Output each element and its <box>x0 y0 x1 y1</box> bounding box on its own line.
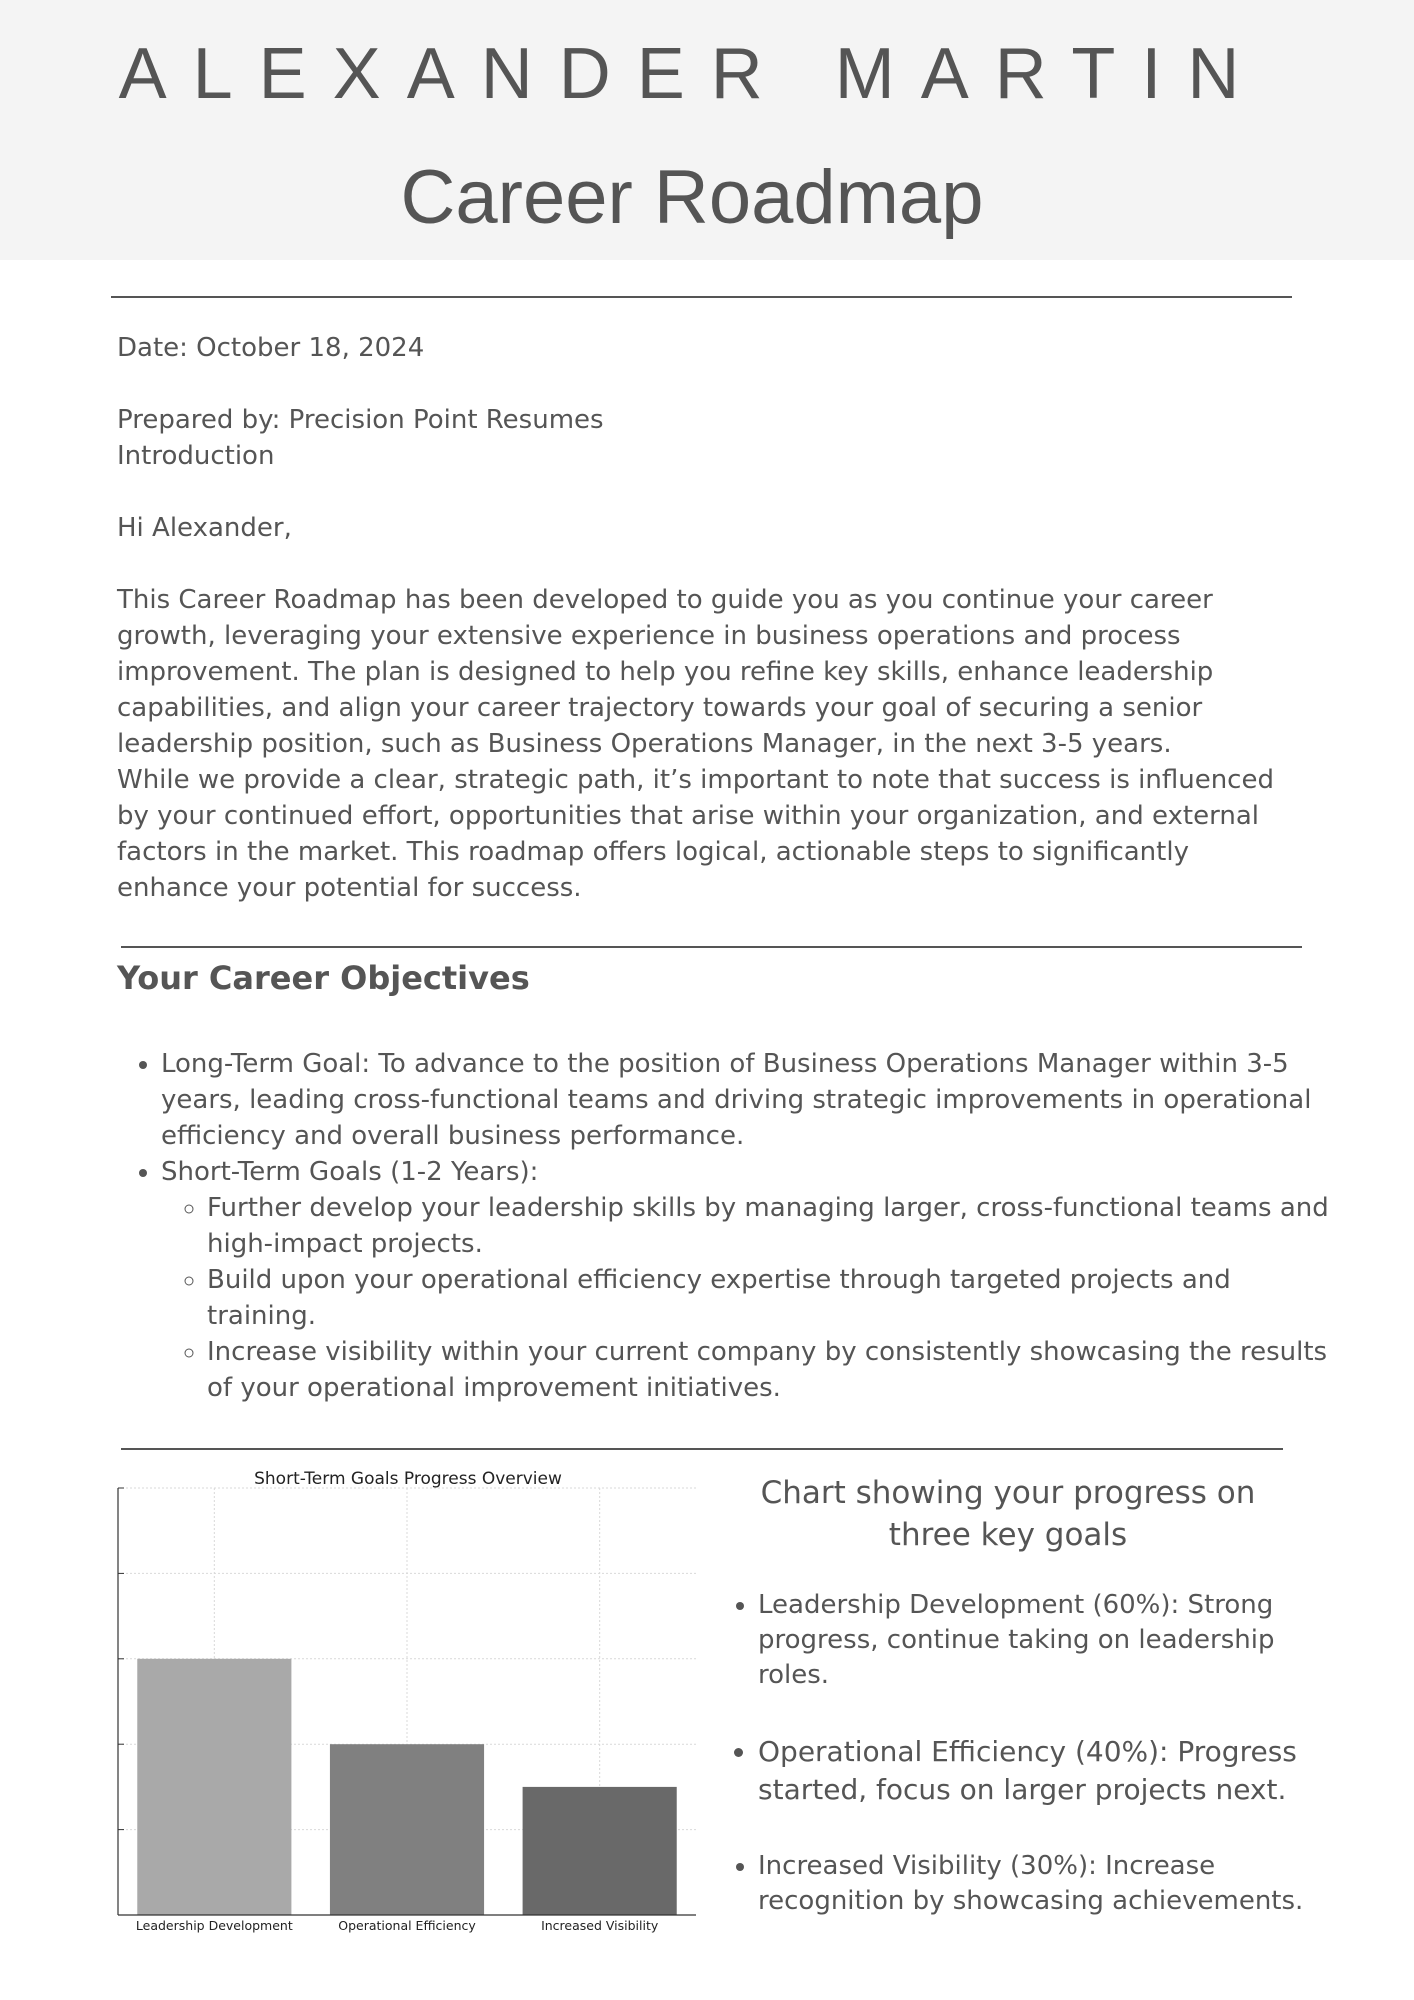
progress-chart <box>110 1460 710 1940</box>
candidate-name: ALEXANDER MARTIN <box>118 34 1266 114</box>
chart-bar <box>523 1787 677 1915</box>
short-term-goal-item: ◦ Build upon your operational efficiency expertise through targeted projects and training. <box>207 1262 1341 1334</box>
short-term-goals-label: Short-Term Goals (1-2 Years): <box>161 1157 539 1187</box>
goal-summary-list <box>720 1588 1338 1959</box>
prepared-by: Prepared by: Precision Point Resumes <box>117 405 604 435</box>
short-term-goal-item: ◦ Increase visibility within your current company by consistently showcasing the results of your operational improvement initiatives. <box>207 1334 1341 1406</box>
document-date: Date: October 18, 2024 <box>117 333 425 363</box>
divider-objectives <box>121 946 1302 948</box>
chart-title: Short-Term Goals Progress Overview <box>254 1469 562 1489</box>
chart-bar <box>137 1659 291 1915</box>
bar-chart-svg <box>110 1460 710 1940</box>
goal-summary-item: • Increased Visibility (30%): Increase recognition by showcasing achievements. <box>758 1849 1338 1919</box>
chart-bar <box>330 1744 484 1915</box>
section-heading-objectives: Your Career Objectives <box>117 959 530 997</box>
document-title: Career Roadmap <box>400 155 984 240</box>
greeting: Hi Alexander, <box>117 513 292 543</box>
intro-text <box>117 582 1297 906</box>
short-term-goals-list <box>161 1190 1341 1406</box>
chart-tick-labels <box>136 1918 659 1933</box>
chart-caption: Chart showing your progress on three key goals <box>760 1475 1256 1553</box>
objectives-list <box>117 1046 1341 1406</box>
chart-x-tick-label: Leadership Development <box>135 1918 293 1933</box>
short-term-goal-item: ◦ Further develop your leadership skills by managing larger, cross-functional teams and high-impact projects. <box>207 1190 1341 1262</box>
goal-summary-item: • Operational Efficiency (40%): Progress started, focus on larger projects next. <box>758 1733 1338 1809</box>
divider-chart <box>121 1448 1283 1450</box>
short-term-goals <box>161 1154 1341 1406</box>
divider-top <box>111 296 1292 298</box>
chart-x-tick-label: Operational Efficiency <box>338 1918 476 1933</box>
long-term-goal: • Long-Term Goal: To advance to the position of Business Operations Manager within 3-5 years, leading cross-functional teams and driving strategic improvements in operational efficiency and overall business performance. <box>161 1046 1341 1154</box>
introduction-label: Introduction <box>117 441 275 471</box>
intro-paragraph-1: This Career Roadmap has been developed to guide you as you continue your career growth, leveraging your extensive experience in business operations and process improvement. The plan is designed to help you refine key skills, enhance leadership capabilities, and align your career trajectory towards your goal of securing a senior leadership position, such as Business Operations Manager, in the next 3-5 years. <box>117 585 1214 759</box>
intro-paragraph-2: While we provide a clear, strategic path, it’s important to note that success is influenced by your continued effort, opportunities that arise within your organization, and external factors in the market. This roadmap offers logical, actionable steps to significantly enhance your potential for success. <box>117 765 1274 903</box>
chart-x-tick-label: Increased Visibility <box>541 1918 659 1933</box>
goal-summary-item: • Leadership Development (60%): Strong progress, continue taking on leadership roles. <box>758 1588 1338 1693</box>
